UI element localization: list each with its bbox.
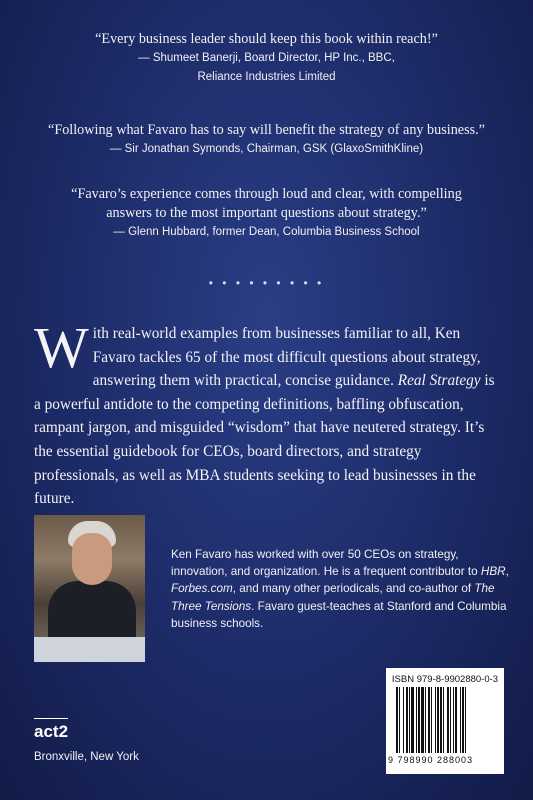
barcode-bar <box>425 687 426 753</box>
barcode-bar <box>431 687 432 753</box>
author-bio <box>171 546 516 632</box>
barcode-bar <box>440 687 442 753</box>
barcode-bar <box>465 687 466 753</box>
barcode-bar <box>418 687 420 753</box>
publication-name: HBR <box>480 565 506 579</box>
quote-text: “Every business leader should keep this book within reach!” <box>95 31 438 47</box>
endorsement-quote-1 <box>30 30 503 87</box>
description-text-continued: is a powerful antidote to the competing definitions, baffling obfuscation, rampant jargon, and misguided “wisdom” that have neutered strategy. It’s the essential guidebook for CEOs, board directors, and strategy professionals, as well as MBA students seeking to lead businesses in the future. <box>34 372 495 508</box>
barcode-bar <box>421 687 424 753</box>
quote-text-continued: answers to the most important questions about strategy.” <box>106 205 427 221</box>
bio-text-continued: , and many other periodicals, and co-author of <box>232 582 475 596</box>
barcode-bar <box>447 687 449 753</box>
publication-name: Forbes.com <box>171 582 233 596</box>
barcode-bar <box>411 687 414 753</box>
coauthored-book-title: The Three Tensions <box>171 582 495 613</box>
barcode-bars <box>396 687 496 753</box>
bio-text-end: . Favaro guest-teaches at Stanford and Columbia business schools. <box>171 599 507 630</box>
drop-cap: W <box>34 315 89 380</box>
barcode-bar <box>409 687 410 753</box>
author-photo <box>34 515 145 662</box>
barcode-bar <box>399 687 400 753</box>
description-text: ith real-world examples from businesses familiar to all, Ken Favaro tackles 65 of the most difficult questions about strategy, answering them with practical, concise guidance. <box>92 325 481 390</box>
section-divider: • • • • • • • • • <box>208 276 325 290</box>
endorsement-quote-3 <box>30 185 503 242</box>
isbn-label: ISBN 979-8-9902880-0-3 <box>391 674 499 685</box>
publisher-logo: act2 <box>34 718 68 741</box>
quote-text: “Following what Favaro has to say will benefit the strategy of any business.” <box>48 122 485 138</box>
endorsement-quote-2 <box>30 121 503 159</box>
quote-text: “Favaro’s experience comes through loud and clear, with compelling <box>71 186 462 202</box>
book-title: Real Strategy <box>397 372 481 390</box>
barcode-number: 9 798990 288003 <box>388 755 474 765</box>
barcode-bar <box>428 687 430 753</box>
barcode-bar <box>435 687 436 753</box>
book-description <box>34 315 500 511</box>
barcode-bar <box>396 687 398 753</box>
barcode-bar <box>443 687 444 753</box>
quote-attribution: — Glenn Hubbard, former Dean, Columbia Business School <box>113 226 420 238</box>
barcode-bar <box>406 687 408 753</box>
bio-text: Ken Favaro has worked with over 50 CEOs on strategy, innovation, and organization. He is a frequent contributor to <box>171 548 481 579</box>
barcode-bar <box>403 687 404 753</box>
quote-attribution: — Sir Jonathan Symonds, Chairman, GSK (GlaxoSmithKline) <box>109 143 424 155</box>
barcode-bar <box>460 687 461 753</box>
quote-attribution: — Shumeet Banerji, Board Director, HP Inc., BBC, <box>138 52 395 64</box>
barcode-bar <box>462 687 464 753</box>
bio-separator: , <box>505 565 509 579</box>
publisher-location: Bronxville, New York <box>34 751 139 763</box>
isbn-barcode <box>386 668 504 774</box>
barcode-bar <box>455 687 457 753</box>
barcode-bar <box>416 687 417 753</box>
barcode-bar <box>450 687 451 753</box>
barcode-bar <box>453 687 454 753</box>
quote-attribution-continued: Reliance Industries Limited <box>197 71 336 83</box>
barcode-bar <box>437 687 439 753</box>
